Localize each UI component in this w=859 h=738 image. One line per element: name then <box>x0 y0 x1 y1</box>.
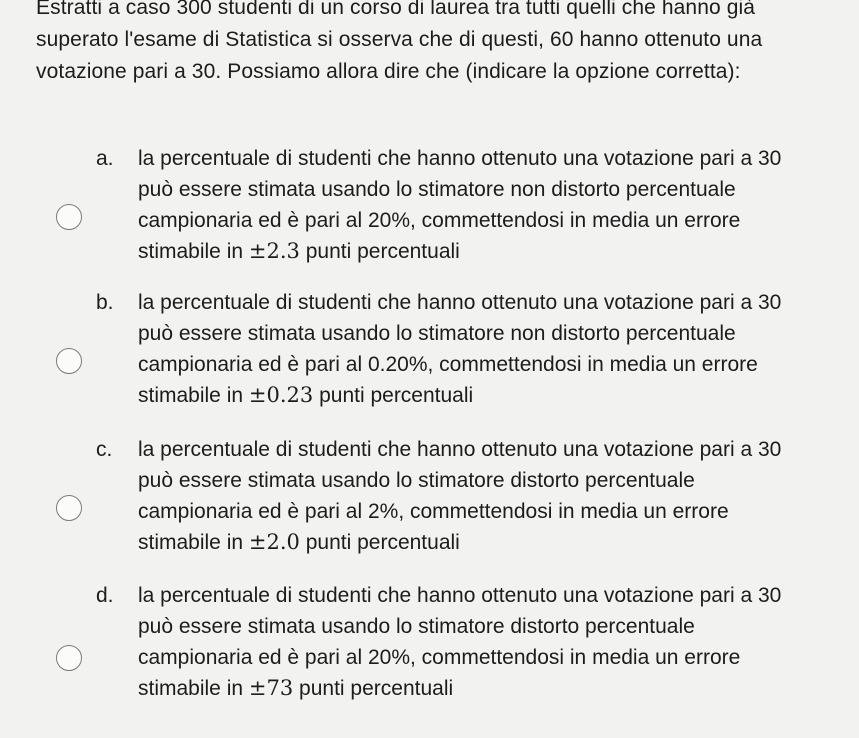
option-a[interactable] <box>0 140 859 285</box>
option-b-radio[interactable] <box>56 348 82 374</box>
option-c-radio[interactable] <box>56 495 82 521</box>
option-d-line: la percentuale di studenti che hanno ottenuto una votazione pari a 30 <box>138 584 782 607</box>
option-c-text[interactable] <box>138 434 838 558</box>
option-d-line: può essere stimata usando lo stimatore distorto percentuale <box>138 615 695 638</box>
line-prefix: stimabile in <box>138 240 249 263</box>
option-b-line: campionaria ed è pari al 0.20%, commettendosi in media un errore <box>138 353 758 376</box>
line-suffix: punti percentuali <box>299 531 460 554</box>
option-d-letter: d. <box>96 584 114 607</box>
option-b-line: la percentuale di studenti che hanno ottenuto una votazione pari a 30 <box>138 291 782 314</box>
option-b-text[interactable] <box>138 287 838 411</box>
option-a-text[interactable] <box>138 143 838 267</box>
line-suffix: punti percentuali <box>313 384 474 407</box>
question-line: superato l'esame di Statistica si osserva che di questi, 60 hanno ottenuto una <box>36 28 763 51</box>
option-d-line: campionaria ed è pari al 20%, commettendosi in media un errore <box>138 646 741 669</box>
option-c-line <box>138 527 838 558</box>
option-b-line <box>138 380 838 411</box>
option-c[interactable] <box>0 431 859 576</box>
option-c-line: campionaria ed è pari al 2%, commettendosi in media un errore <box>138 500 729 523</box>
option-a-line <box>138 236 838 267</box>
question-text <box>36 0 826 88</box>
option-a-line: campionaria ed è pari al 20%, commettendosi in media un errore <box>138 209 741 232</box>
line-suffix: punti percentuali <box>299 240 460 263</box>
option-c-line: può essere stimata usando lo stimatore distorto percentuale <box>138 469 695 492</box>
option-a-line: può essere stimata usando lo stimatore non distorto percentuale <box>138 178 736 201</box>
option-c-letter: c. <box>96 438 113 461</box>
option-d-radio[interactable] <box>56 645 82 671</box>
error-margin: ±0.23 <box>248 383 314 407</box>
option-a-letter: a. <box>96 147 114 170</box>
option-d-text[interactable] <box>138 580 838 704</box>
error-margin: ±73 <box>248 676 294 700</box>
option-c-line: la percentuale di studenti che hanno ottenuto una votazione pari a 30 <box>138 438 782 461</box>
option-b-line: può essere stimata usando lo stimatore non distorto percentuale <box>138 322 736 345</box>
option-a-line: la percentuale di studenti che hanno ottenuto una votazione pari a 30 <box>138 147 782 170</box>
line-suffix: punti percentuali <box>293 677 454 700</box>
line-prefix: stimabile in <box>138 677 249 700</box>
error-margin: ±2.0 <box>248 530 300 554</box>
line-prefix: stimabile in <box>138 384 249 407</box>
line-prefix: stimabile in <box>138 531 249 554</box>
option-b[interactable] <box>0 284 859 429</box>
option-a-radio[interactable] <box>56 204 82 230</box>
option-d-line <box>138 673 838 704</box>
question-line: votazione pari a 30. Possiamo allora dire che (indicare la opzione corretta): <box>36 60 741 83</box>
option-b-letter: b. <box>96 291 114 314</box>
error-margin: ±2.3 <box>248 239 300 263</box>
option-d[interactable] <box>0 577 859 722</box>
question-line: Estratti a caso 300 studenti di un corso di laurea tra tutti quelli che hanno già <box>36 0 756 19</box>
